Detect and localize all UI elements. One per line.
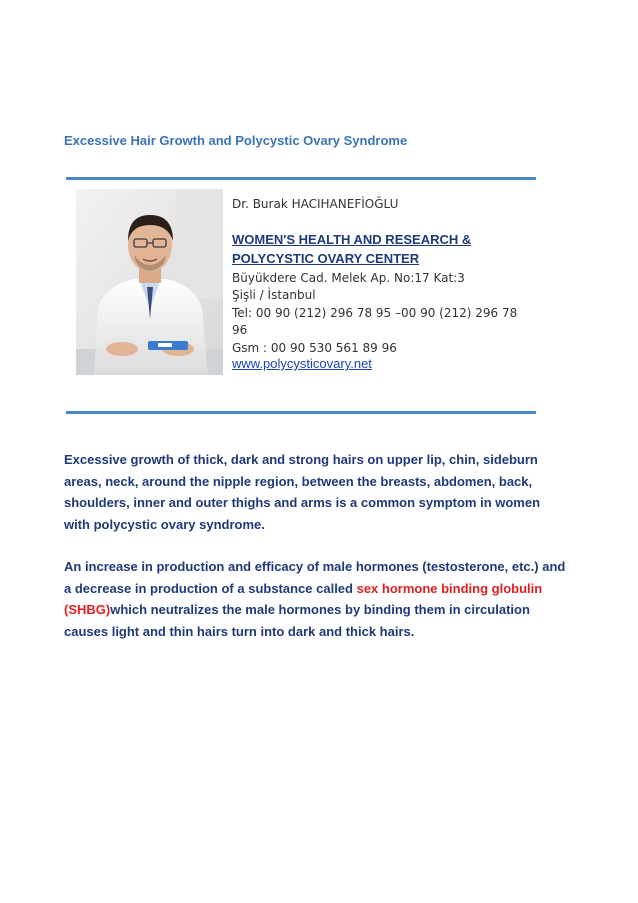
telephone-line-1: Tel: 00 90 (212) 296 78 95 –00 90 (212) 296 78 [232, 305, 518, 320]
page-title: Excessive Hair Growth and Polycystic Ovary Syndrome [64, 133, 408, 148]
website-link[interactable]: www.polycysticovary.net [232, 356, 372, 371]
article-body [64, 449, 569, 663]
address-line-2: Şişli / İstanbul [232, 288, 316, 302]
telephone-line-2: 96 [232, 323, 248, 337]
address-line-1: Büyükdere Cad. Melek Ap. No:17 Kat:3 [232, 270, 465, 285]
paragraph-2-rest: which neutralizes the male hormones by binding them in circulation causes light and thin hairs turn into dark and thick hairs. [64, 602, 530, 639]
paragraph-1: Excessive growth of thick, dark and strong hairs on upper lip, chin, sideburn areas, neck, around the nipple region, between the breasts, abdomen, back, shoulders, inner and outer thighs and arms is a common symptom in women with polycystic ovary syndrome. [64, 452, 541, 532]
doctor-photo [76, 189, 223, 375]
bottom-divider [66, 411, 536, 414]
mobile-phone: Gsm : 00 90 530 561 89 96 [232, 340, 397, 355]
paragraph-2-intro: An increase in production and efficacy of male hormones (testosterone, etc.) and a decrease in production of a substance called [64, 559, 566, 596]
top-divider [66, 177, 536, 180]
center-name: WOMEN'S HEALTH AND RESEARCH & POLYCYSTIC OVARY CENTER [232, 231, 472, 266]
contact-block [232, 196, 552, 372]
shbg-highlight: sex hormone binding globulin (SHBG) [64, 580, 543, 617]
paragraph-2 [64, 556, 569, 642]
doctor-name: Dr. Burak HACIHANEFİOĞLU [232, 197, 399, 211]
doctor-portrait-image [76, 189, 223, 375]
